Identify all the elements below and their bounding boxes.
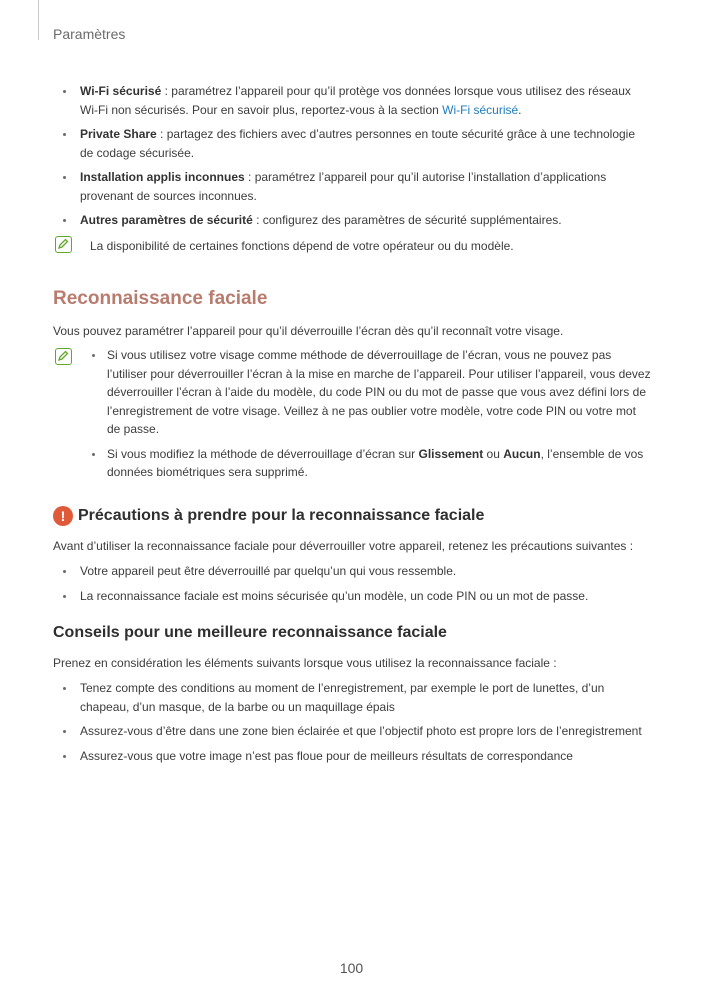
tips-list (0, 679, 703, 765)
precautions-title: Précautions à prendre pour la reconnaissance faciale (78, 507, 485, 524)
facial-note-block (0, 346, 703, 488)
note-pencil-icon (55, 236, 72, 253)
availability-note: La disponibilité de certaines fonctions dépend de votre opérateur ou du modèle. (90, 239, 514, 253)
precautions-list (0, 562, 703, 605)
list-item: La reconnaissance faciale est moins sécurisée qu’un modèle, un code PIN ou un mot de passe. (0, 587, 703, 606)
tips-title: Conseils pour une meilleure reconnaissance faciale (53, 624, 447, 641)
section-title: Reconnaissance faciale (53, 288, 268, 309)
list-item: Private Share : partagez des fichiers avec d’autres personnes en toute sécurité grâce à une technologie de codage sécurisée. (0, 125, 703, 162)
list-item: Assurez-vous que votre image n’est pas floue pour de meilleurs résultats de correspondance (0, 747, 703, 766)
list-item: Votre appareil peut être déverrouillé par quelqu’un qui vous ressemble. (0, 562, 703, 581)
wifi-securise-link[interactable]: Wi-Fi sécurisé (442, 102, 519, 117)
security-list (0, 82, 703, 230)
security-list-block (0, 82, 703, 236)
list-item: Wi-Fi sécurisé : paramétrez l’appareil pour qu’il protège vos données lorsque vous utilisez des réseaux Wi-Fi non sécurisés. Pour en savoir plus, reportez-vous à la section Wi-Fi sécurisé. (0, 82, 703, 119)
page-header-title: Paramètres (53, 26, 126, 42)
facial-note-list (0, 346, 703, 482)
precautions-intro: Avant d’utiliser la reconnaissance faciale pour déverrouiller votre appareil, retenez les précautions suivantes : (53, 539, 634, 553)
list-item: Installation applis inconnues : paramétrez l’appareil pour qu’il autorise l’installation d’applications provenant de sources inconnues. (0, 168, 703, 205)
list-item: Si vous utilisez votre visage comme méthode de déverrouillage de l’écran, vous ne pouvez pas l’utiliser pour déverrouiller l’écran à la mise en marche de l’appareil. Pour utiliser l’appareil, vous devez déverrouiller l’écran à l’aide du modèle, du code PIN ou du mot de passe que vous avez défini lors de l’enregistrement de votre visage. Veillez à ne pas oublier votre modèle, votre code PIN ou votre mot de passe. (0, 346, 703, 439)
section-intro: Vous pouvez paramétrer l’appareil pour qu’il déverrouille l’écran dès qu’il reconnaît votre visage. (53, 324, 564, 338)
list-item: Autres paramètres de sécurité : configurez des paramètres de sécurité supplémentaires. (0, 211, 703, 230)
header-rule (38, 0, 39, 40)
tips-intro: Prenez en considération les éléments suivants lorsque vous utilisez la reconnaissance faciale : (53, 656, 557, 670)
warning-icon: ! (53, 506, 73, 526)
list-item: Tenez compte des conditions au moment de l’enregistrement, par exemple le port de lunettes, d’un chapeau, d’un masque, de la barbe ou un maquillage épais (0, 679, 703, 716)
list-item: Assurez-vous d’être dans une zone bien éclairée et que l’objectif photo est propre lors de l’enregistrement (0, 722, 703, 741)
page-number: 100 (339, 960, 364, 976)
precautions-list-block (0, 562, 703, 611)
tips-list-block (0, 679, 703, 771)
list-item: Si vous modifiez la méthode de déverrouillage d’écran sur Glissement ou Aucun, l’ensemble de vos données biométriques sera supprimé. (0, 445, 703, 482)
